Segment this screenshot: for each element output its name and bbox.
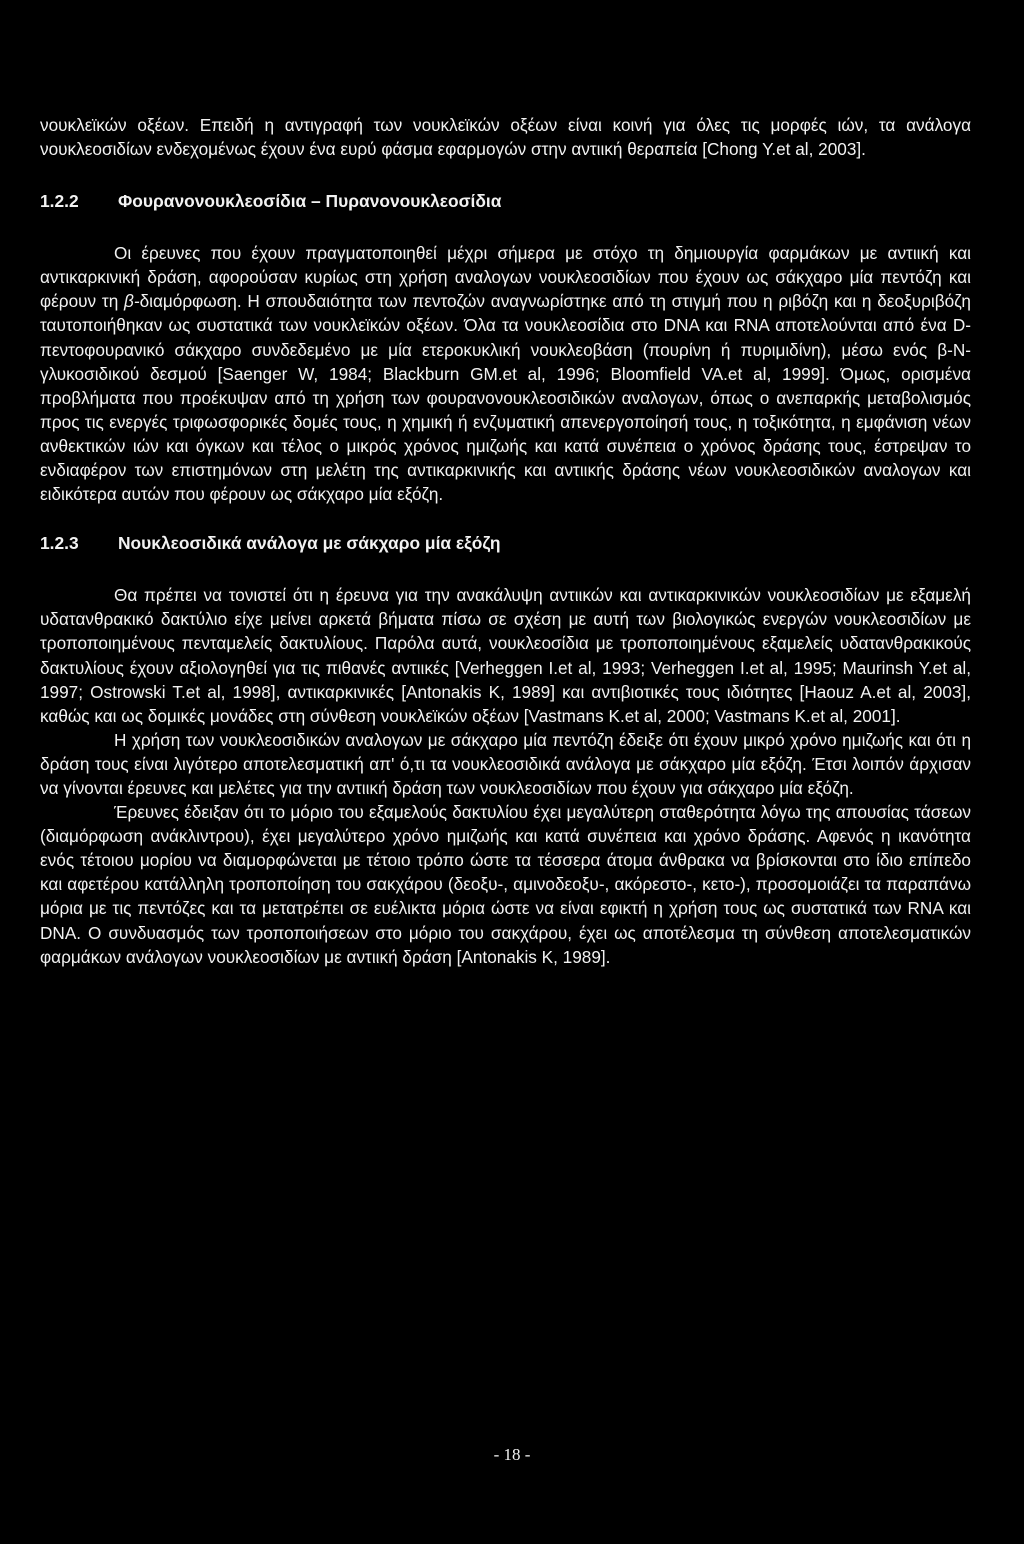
- section-title: Νουκλεοσιδικά ανάλογα με σάκχαρο μία εξόζη: [118, 533, 501, 554]
- paragraph-text: Οι έρευνες που έχουν πραγματοποιηθεί μέχρι σήμερα με στόχο τη δημιουργία φαρμάκων με αντιική και αντικαρκινική δράση, αφορούσαν κυρίως στη χρήση αναλογων νουκλεοσιδίων που έχουν ως σάκχαρο μία πεντόζη και φέρουν τη: [40, 243, 971, 312]
- paragraph-text: διαμόρφωση. Η σπουδαιότητα των πεντοζών αναγνωρίστηκε από τη στιγμή που η ριβόζη και η δεοξυριβόζη ταυτοποιήθηκαν ως συστατικά των νουκλεϊκών οξέων. Όλα τα νουκλεοσίδια στο DNA και RNA αποτελούνται από ένα D-πεντοφουρανικό σάκχαρο συνδεδεμένο με μία ετεροκυκλική νουκλεοβάση (πουρίνη ή πυριμιδίνη), μέσω ενός β-Ν-γλυκοσιδικού δεσμού [Saenger W, 1984; Blackburn GM.et al, 1996; Bloomfield VA.et al, 1999]. Όμως, ορισμένα προβλήματα που προέκυψαν από τη χρήση των φουρανονουκλεοσιδικών αναλογων, όπως ο ανεπαρκής μεταβολισμός προς τις ενεργές τριφωσφορικές δομές τους, η χημική ή ενζυματική απενεργοποίησή τους, η τοξικότητα, η εμφάνιση νέων ανθεκτικών ιών και όγκων και τέλος ο μικρός χρόνος ημιζωής και κατά συνέπεια ο χρόνος δράσης τους, έστρεψαν το ενδιαφέρον των επιστημόνων στη μελέτη της αντικαρκινικής και αντιικής δράσης νέων νουκλεοσιδικών αναλογων και ειδικότερα αυτών που φέρουν ως σάκχαρο μία εξόζη.: [40, 291, 971, 505]
- section-number: 1.2.2: [40, 191, 79, 212]
- spacer: [40, 161, 971, 189]
- section-1-2-3-paragraph-3: Έρευνες έδειξαν ότι το μόριο του εξαμελούς δακτυλίου έχει μεγαλύτερη σταθερότητα λόγω της απουσίας τάσεων (διαμόρφωση ανάκλιντρου), έχει μεγαλύτερο χρόνο ημιζωής και κατά συνέπεια και χρόνο δράσης. Αφενός η ικανότητα ενός τέτοιου μορίου να διαμορφώνεται με τέτοιο τρόπο ώστε τα τέσσερα άτομα άνθρακα να βρίσκονται στο ίδιο επίπεδο και αφετέρου κατάλληλη τροποποίηση του σακχάρου (δεοξυ-, αμινοδεοξυ-, ακόρεστο-, κετο-), προσομοιάζει τα παραπάνω μόρια με τις πεντόζες και τα μετατρέπει σε ευέλικτα μόρια ώστε να είναι εφικτή η χρήση τους ως συστατικά των RNA και DNA. Ο συνδυασμός των τροποποιήσεων στο μόριο του σακχάρου, έχει ως αποτέλεσμα τη σύνθεση αποτελεσματικών φαρμάκων ανάλογων νουκλεοσιδίων με αντιική δράση [Antonakis K, 1989].: [40, 802, 971, 967]
- page-number: - 18 -: [493, 1445, 531, 1464]
- section-1-2-3-paragraph-2: Η χρήση των νουκλεοσιδικών αναλογων με σάκχαρο μία πεντόζη έδειξε ότι έχουν μικρό χρόνο ημιζωής και ότι η δράση τους είναι λιγότερο αποτελεσματική απ' ό,τι τα νουκλεοσιδικά ανάλογα με σάκχαρο μία εξόζη. Έτσι λοιπόν άρχισαν να γίνονται έρευνες και μελέτες για την αντιική δράση των νουκλεοσιδίων που έχουν για σάκχαρο μία εξόζη.: [40, 729, 971, 798]
- section-number: 1.2.3: [40, 533, 79, 554]
- spacer: [40, 213, 971, 241]
- spacer: [40, 555, 971, 583]
- document-page: [40, 113, 971, 969]
- section-heading-1-2-2: [40, 189, 971, 213]
- spacer: [40, 506, 971, 531]
- paragraph-italic-text: β-: [124, 291, 140, 312]
- section-title: Φουρανονουκλεοσίδια – Πυρανονουκλεοσίδια: [118, 191, 502, 212]
- section-1-2-3-paragraph-1: Θα πρέπει να τονιστεί ότι η έρευνα για την ανακάλυψη αντιικών και αντικαρκινικών νουκλεοσιδίων με εξαμελή υδατανθρακικό δακτύλιο είχε μείνει αρκετά βήματα πίσω σε σχέση με αυτή των βιολογικώς ενεργών νουκλεοσιδίων με τροποποιημένους πενταμελείς δακτυλίους. Παρόλα αυτά, νουκλεοσίδια με τροποποιημένους εξαμελείς υδατανθρακικούς δακτυλίους έχουν αξιολογηθεί για τις πιθανές αντιικές [Verheggen I.et al, 1993; Verheggen I.et al, 1995; Maurinsh Y.et al, 1997; Ostrowski T.et al, 1998], αντικαρκινικές [Antonakis K, 1989] και αντιβιοτικές τους ιδιότητες [Haouz A.et al, 2003], καθώς και ως δομικές μονάδες στη σύνθεση νουκλεϊκών οξέων [Vastmans K.et al, 2000; Vastmans K.et al, 2001].: [40, 585, 971, 726]
- section-1-2-2-paragraph: [40, 241, 971, 506]
- intro-paragraph: νουκλεϊκών οξέων. Επειδή η αντιγραφή των νουκλεϊκών οξέων είναι κοινή για όλες τις μορφές ιών, τα ανάλογα νουκλεοσιδίων ενδεχομένως έχουν ένα ευρύ φάσμα εφαρμογών στην αντιική θεραπεία [Chong Y.et al, 2003].: [40, 115, 971, 160]
- section-heading-1-2-3: [40, 531, 971, 555]
